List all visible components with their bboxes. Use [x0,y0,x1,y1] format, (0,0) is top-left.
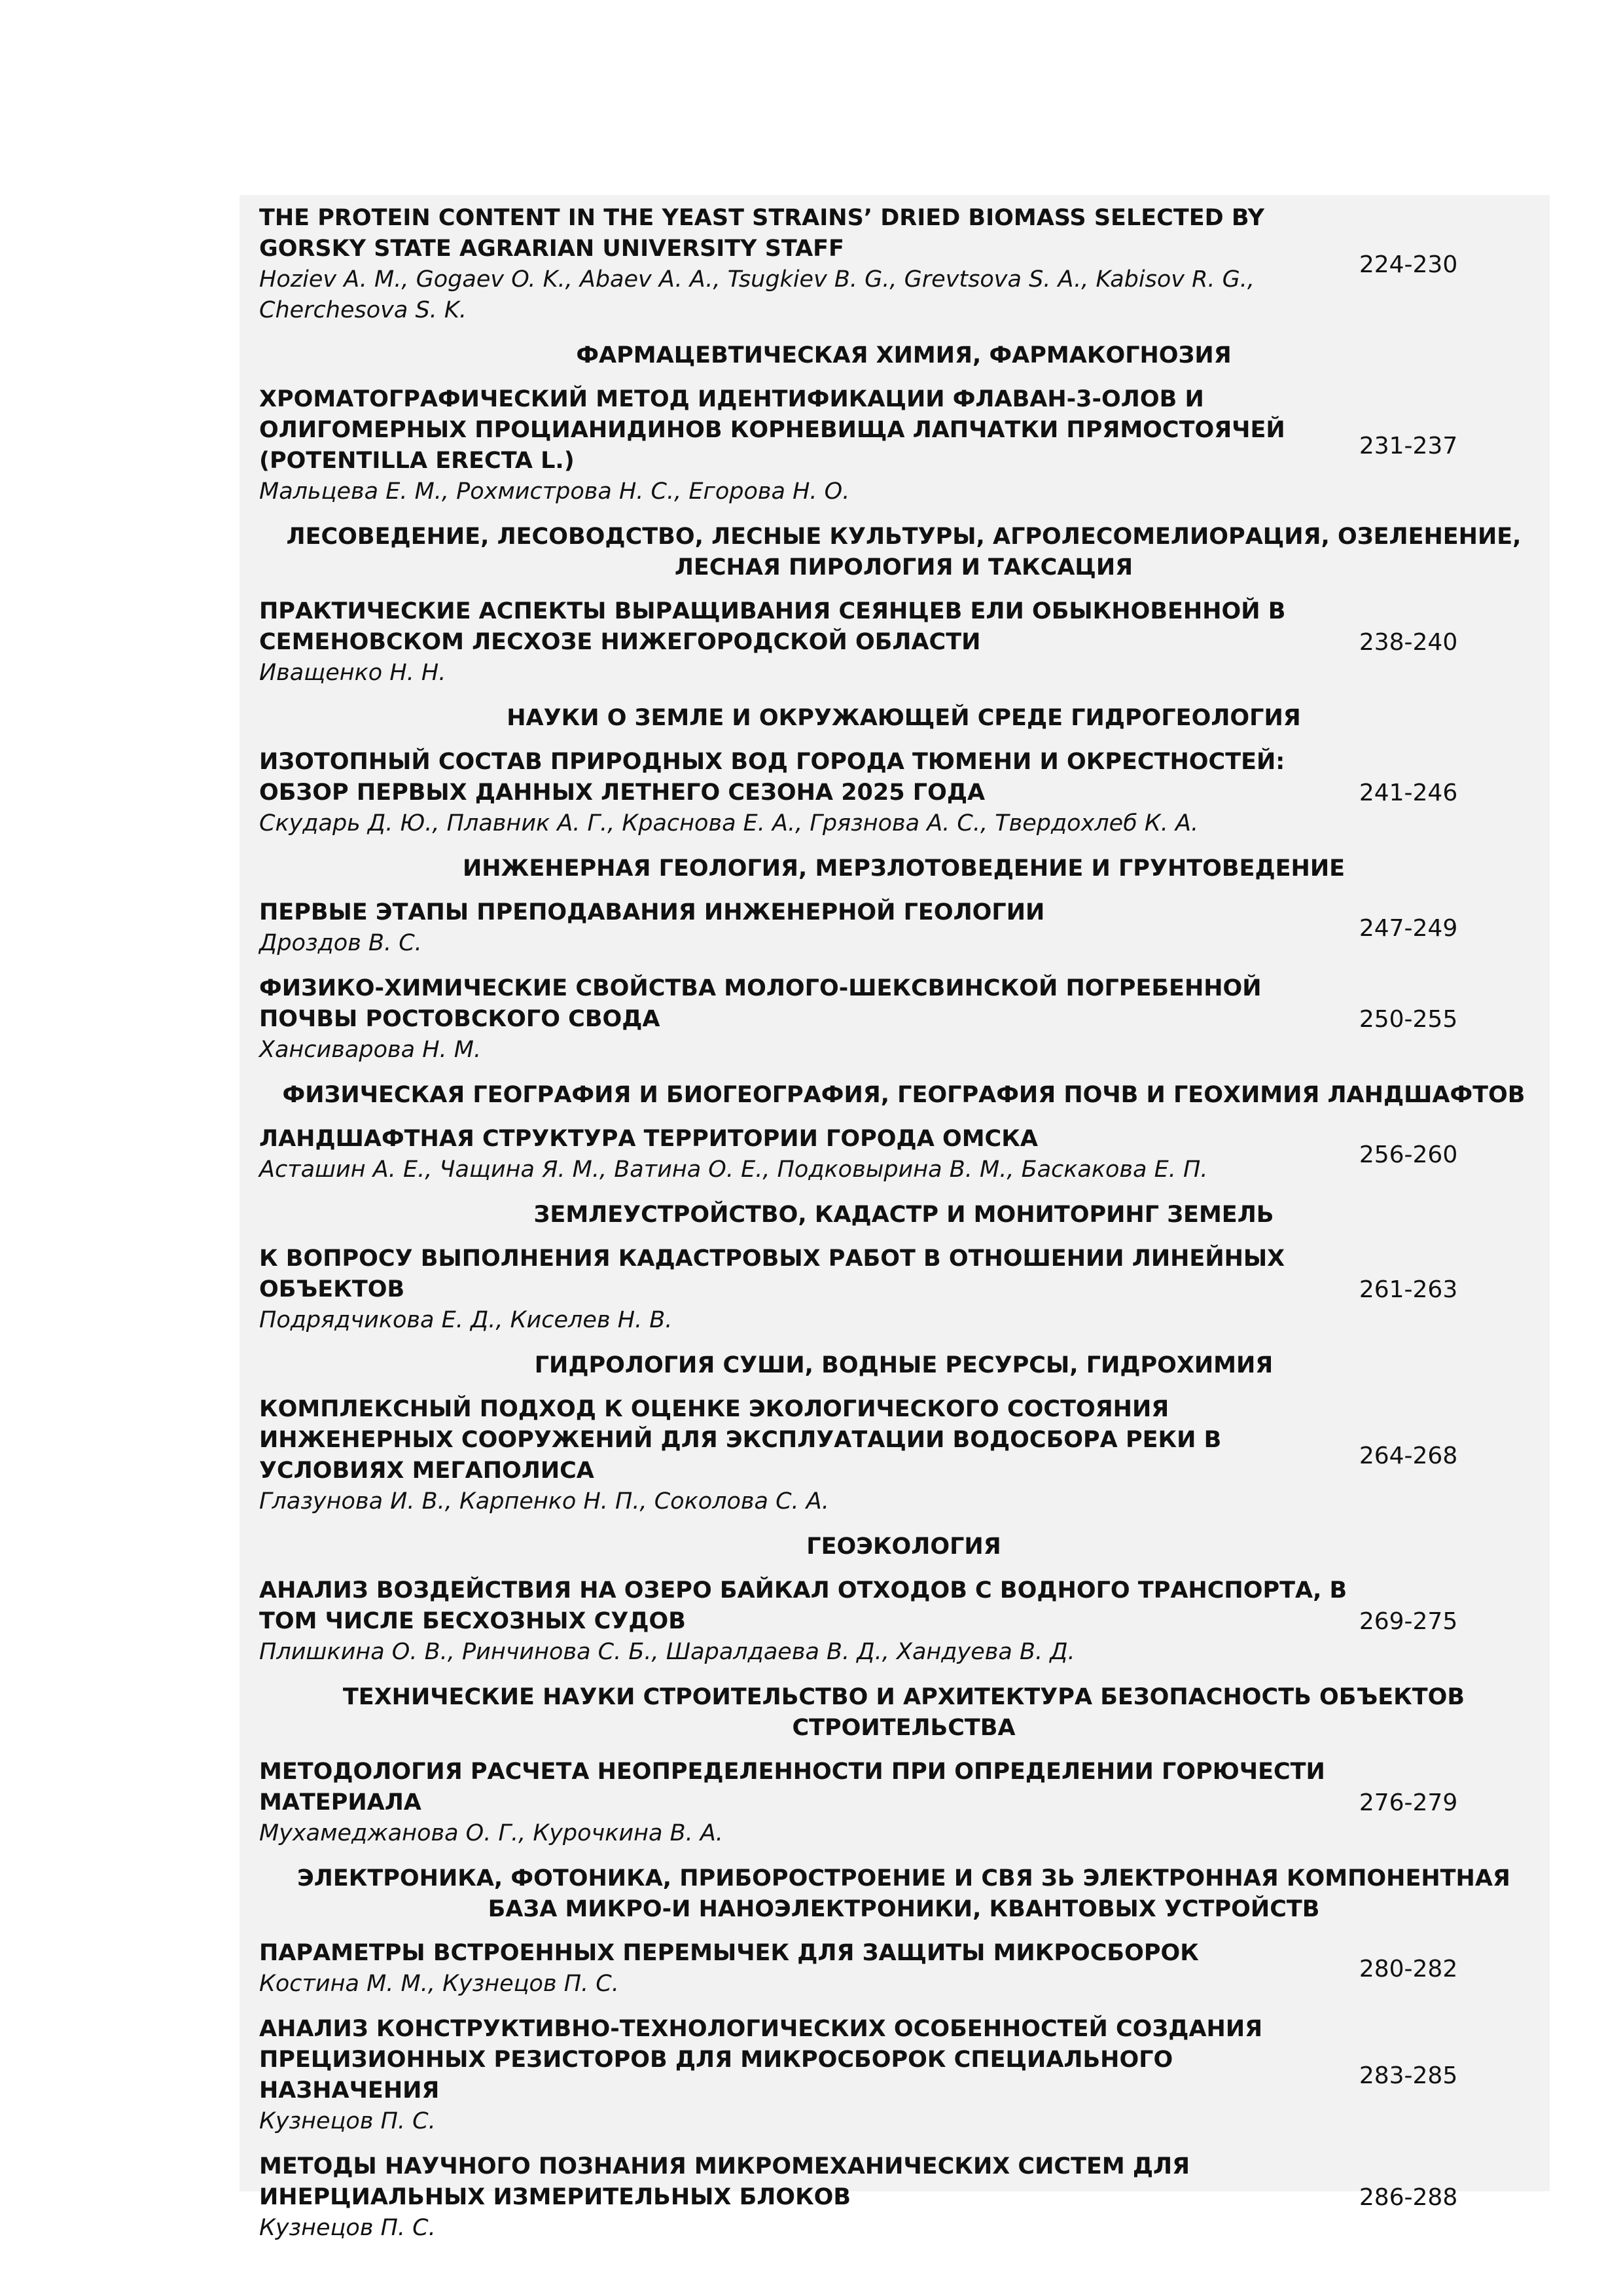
article-title: ФИЗИКО-ХИМИЧЕСКИЕ СВОЙСТВА МОЛОГО-ШЕКСВИНСКОЙ ПОГРЕБЕННОЙ ПОЧВЫ РОСТОВСКОГО СВОДА [259,975,1262,1032]
toc-entry [259,1244,1535,1336]
section-heading: ФИЗИЧЕСКАЯ ГЕОГРАФИЯ И БИОГЕОГРАФИЯ, ГЕОГРАФИЯ ПОЧВ И ГЕОХИМИЯ ЛАНДШАФТОВ [282,1082,1525,1108]
toc-entry [259,2014,1535,2137]
section-heading: ТЕХНИЧЕСКИЕ НАУКИ СТРОИТЕЛЬСТВО И АРХИТЕКТУРА БЕЗОПАСНОСТЬ ОБЪЕКТОВ СТРОИТЕЛЬСТВА [342,1684,1465,1741]
page-range: 276-279 [1359,1789,1458,1816]
article-title: ХРОМАТОГРАФИЧЕСКИЙ МЕТОД ИДЕНТИФИКАЦИИ ФЛАВАН-3-ОЛОВ И ОЛИГОМЕРНЫХ ПРОЦИАНИДИНОВ КОРНЕВИЩА ЛАПЧАТКИ ПРЯМОСТОЯЧЕЙ (POTENTILLA ERECTA L.) [259,386,1285,474]
toc-entry [259,1757,1535,1849]
toc-entry [259,1938,1535,2000]
article-authors: Глазунова И. В., Карпенко Н. П., Соколова С. А. [259,1488,829,1515]
page-range: 250-255 [1359,1006,1458,1033]
article-authors: Иващенко Н. Н. [259,660,446,686]
article-title: МЕТОДЫ НАУЧНОГО ПОЗНАНИЯ МИКРОМЕХАНИЧЕСКИХ СИСТЕМ ДЛЯ ИНЕРЦИАЛЬНЫХ ИЗМЕРИТЕЛЬНЫХ БЛОКОВ [259,2153,1190,2210]
entry-text [259,1938,1355,2000]
article-title: МЕТОДОЛОГИЯ РАСЧЕТА НЕОПРЕДЕЛЕННОСТИ ПРИ ОПРЕДЕЛЕНИИ ГОРЮЧЕСТИ МАТЕРИАЛА [259,1759,1325,1816]
page-range: 280-282 [1359,1955,1458,1982]
table-of-contents [259,203,1535,2258]
section-heading: ЛЕСОВЕДЕНИЕ, ЛЕСОВОДСТВО, ЛЕСНЫЕ КУЛЬТУРЫ, АГРОЛЕСОМЕЛИОРАЦИЯ, ОЗЕЛЕНЕНИЕ, ЛЕСНАЯ ПИРОЛОГИЯ И ТАКСАЦИЯ [286,524,1522,581]
article-title: ИЗОТОПНЫЙ СОСТАВ ПРИРОДНЫХ ВОД ГОРОДА ТЮМЕНИ И ОКРЕСТНОСТЕЙ: ОБЗОР ПЕРВЫХ ДАННЫХ ЛЕТНЕГО СЕЗОНА 2025 ГОДА [259,749,1285,806]
entry-text [259,1394,1355,1517]
article-authors: Костина М. М., Кузнецов П. С. [259,1971,619,1997]
article-authors: Кузнецов П. С. [259,2108,436,2134]
toc-entry [259,203,1535,326]
toc-entry [259,2151,1535,2244]
article-authors: Хансиварова Н. М. [259,1037,482,1063]
article-authors: Плишкина О. В., Ринчинова С. Б., Шаралдаева В. Д., Хандуева В. Д. [259,1639,1075,1665]
entry-text [259,1244,1355,1336]
article-authors: Дроздов В. С. [259,930,422,956]
article-title: THE PROTEIN CONTENT IN THE YEAST STRAINS’ DRIED BIOMASS SELECTED BY GORSKY STATE AGRARIAN UNIVERSITY STAFF [259,205,1264,262]
toc-entry [259,897,1535,959]
article-authors: Скударь Д. Ю., Плавник А. Г., Краснова Е. А., Грязнова А. С., Твердохлеб К. А. [259,810,1199,836]
article-title: АНАЛИЗ ВОЗДЕЙСТВИЯ НА ОЗЕРО БАЙКАЛ ОТХОДОВ С ВОДНОГО ТРАНСПОРТА, В ТОМ ЧИСЛЕ БЕСХОЗНЫХ СУДОВ [259,1577,1347,1634]
page-range: 256-260 [1359,1141,1458,1168]
page-range: 238-240 [1359,629,1458,656]
entry-text [259,203,1355,326]
article-authors: Кузнецов П. С. [259,2215,436,2241]
toc-entry [259,973,1535,1066]
article-title: АНАЛИЗ КОНСТРУКТИВНО-ТЕХНОЛОГИЧЕСКИХ ОСОБЕННОСТЕЙ СОЗДАНИЯ ПРЕЦИЗИОННЫХ РЕЗИСТОРОВ ДЛЯ МИКРОСБОРОК СПЕЦИАЛЬНОГО НАЗНАЧЕНИЯ [259,2016,1263,2104]
article-title: КОМПЛЕКСНЫЙ ПОДХОД К ОЦЕНКЕ ЭКОЛОГИЧЕСКОГО СОСТОЯНИЯ ИНЖЕНЕРНЫХ СООРУЖЕНИЙ ДЛЯ ЭКСПЛУАТАЦИИ ВОДОСБОРА РЕКИ В УСЛОВИЯХ МЕГАПОЛИСА [259,1396,1222,1484]
toc-entry [259,596,1535,689]
article-authors: Асташин А. Е., Чащина Я. М., Ватина О. Е., Подковырина В. М., Баскакова Е. П. [259,1157,1208,1183]
toc-entry [259,1575,1535,1668]
section-heading: ЭЛЕКТРОНИКА, ФОТОНИКА, ПРИБОРОСТРОЕНИЕ И СВЯ ЗЬ ЭЛЕКТРОННАЯ КОМПОНЕНТНАЯ БАЗА МИКРО-И НАНОЭЛЕКТРОНИКИ, КВАНТОВЫХ УСТРОЙСТВ [297,1865,1510,1922]
article-authors: Мальцева Е. М., Рохмистрова Н. С., Егорова Н. О. [259,478,850,505]
article-title: ПРАКТИЧЕСКИЕ АСПЕКТЫ ВЫРАЩИВАНИЯ СЕЯНЦЕВ ЕЛИ ОБЫКНОВЕННОЙ В СЕМЕНОВСКОМ ЛЕСХОЗЕ НИЖЕГОРОДСКОЙ ОБЛАСТИ [259,598,1286,655]
entry-text [259,1124,1355,1185]
page-range: 283-285 [1359,2062,1458,2089]
entry-text [259,384,1355,507]
page-range: 269-275 [1359,1608,1458,1635]
entry-text [259,2014,1355,2137]
page-range: 247-249 [1359,914,1458,942]
page-range: 241-246 [1359,780,1458,806]
toc-entry [259,1124,1535,1185]
section-heading: ФАРМАЦЕВТИЧЕСКАЯ ХИМИЯ, ФАРМАКОГНОЗИЯ [576,342,1232,368]
article-title: К ВОПРОСУ ВЫПОЛНЕНИЯ КАДАСТРОВЫХ РАБОТ В ОТНОШЕНИИ ЛИНЕЙНЫХ ОБЪЕКТОВ [259,1246,1285,1302]
section-heading: ИНЖЕНЕРНАЯ ГЕОЛОГИЯ, МЕРЗЛОТОВЕДЕНИЕ И ГРУНТОВЕДЕНИЕ [462,855,1346,882]
page-range: 286-288 [1359,2184,1458,2211]
article-authors: Подрядчикова Е. Д., Киселев Н. В. [259,1307,673,1333]
entry-text [259,897,1355,959]
article-title: ПАРАМЕТРЫ ВСТРОЕННЫХ ПЕРЕМЫЧЕК ДЛЯ ЗАЩИТЫ МИКРОСБОРОК [259,1940,1199,1966]
toc-entry [259,384,1535,507]
toc-entry [259,747,1535,839]
page-range: 224-230 [1359,251,1458,278]
article-title: ЛАНДШАФТНАЯ СТРУКТУРА ТЕРРИТОРИИ ГОРОДА ОМСКА [259,1126,1038,1152]
article-authors: Hoziev A. M., Gogaev O. K., Abaev A. A., Tsugkiev B. G., Grevtsova S. A., Kabisov R. G., Cherchesova S. K. [259,266,1255,323]
page-range: 261-263 [1359,1276,1458,1303]
section-heading: ГИДРОЛОГИЯ СУШИ, ВОДНЫЕ РЕСУРСЫ, ГИДРОХИМИЯ [534,1352,1274,1378]
entry-text [259,2151,1355,2244]
section-heading: НАУКИ О ЗЕМЛЕ И ОКРУЖАЮЩЕЙ СРЕДЕ ГИДРОГЕОЛОГИЯ [507,705,1301,731]
toc-entry [259,1394,1535,1517]
entry-text [259,973,1355,1066]
page-range: 231-237 [1359,432,1458,459]
article-authors: Мухамеджанова О. Г., Курочкина В. А. [259,1820,723,1846]
article-title: ПЕРВЫЕ ЭТАПЫ ПРЕПОДАВАНИЯ ИНЖЕНЕРНОЙ ГЕОЛОГИИ [259,899,1045,925]
entry-text [259,1757,1355,1849]
section-heading: ГЕОЭКОЛОГИЯ [806,1534,1001,1560]
entry-text [259,596,1355,689]
entry-text [259,1575,1355,1668]
entry-text [259,747,1355,839]
page-range: 264-268 [1359,1442,1458,1469]
section-heading: ЗЕМЛЕУСТРОЙСТВО, КАДАСТР И МОНИТОРИНГ ЗЕМЕЛЬ [533,1202,1274,1228]
